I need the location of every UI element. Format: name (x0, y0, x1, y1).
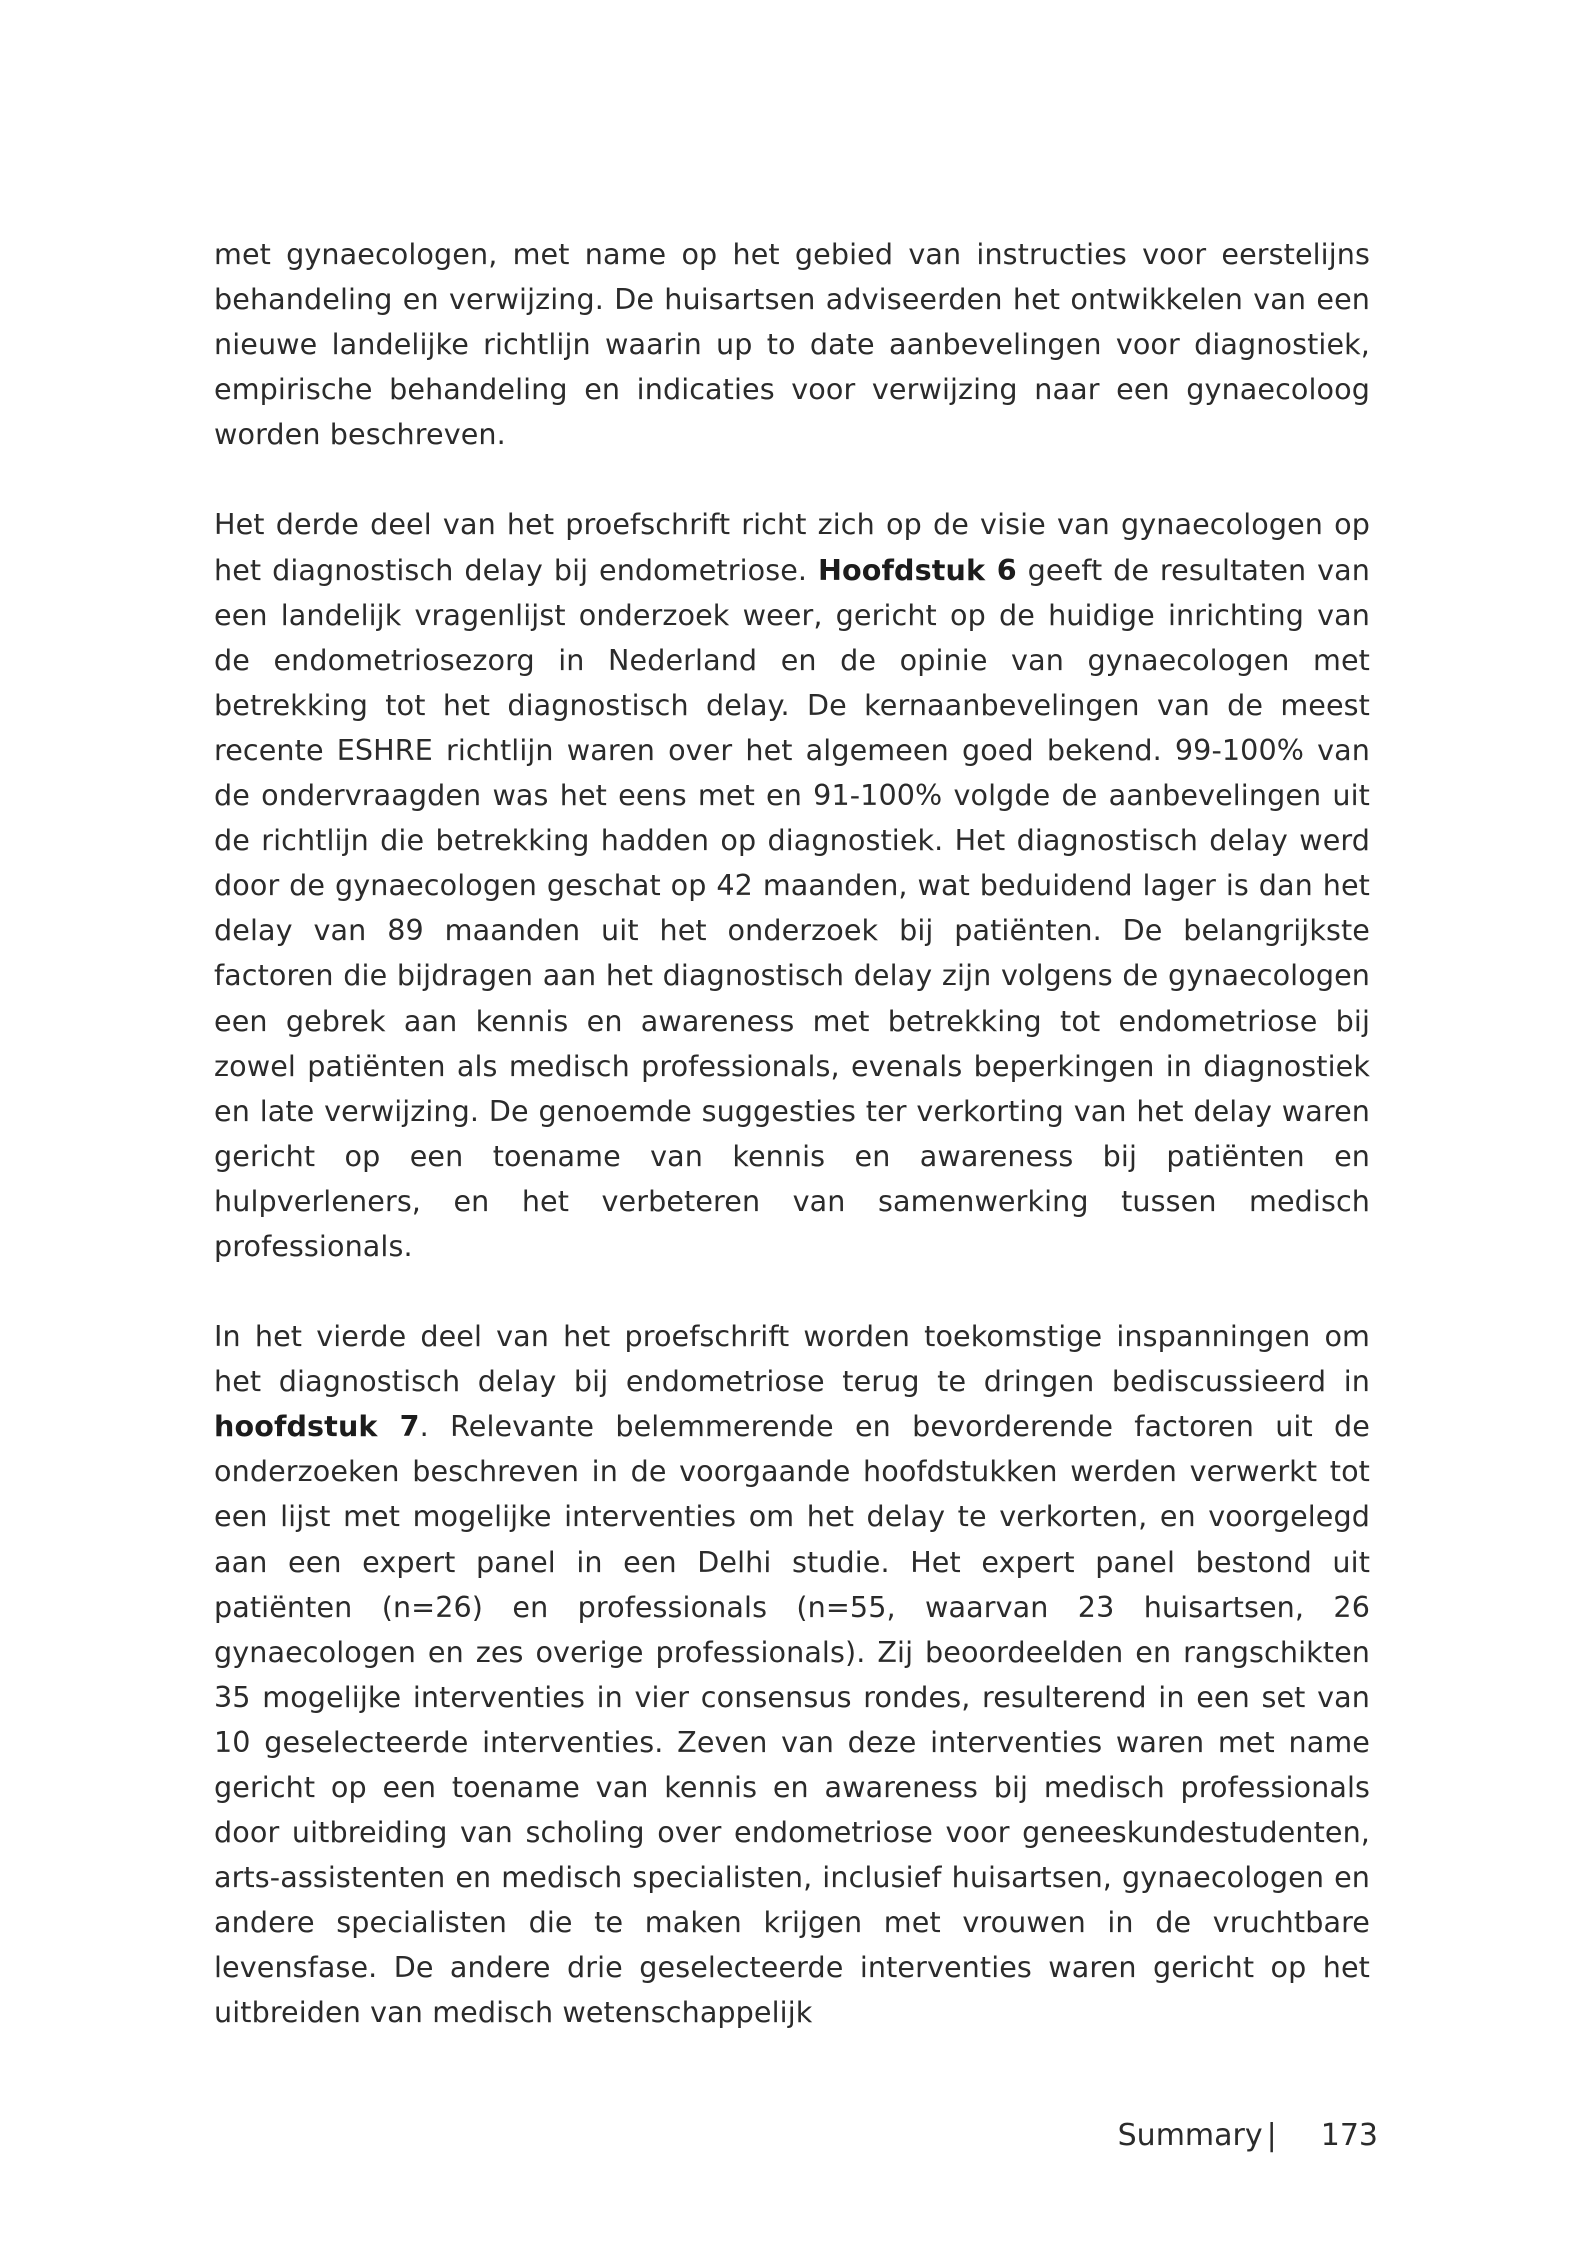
paragraph-1-text: met gynaecologen, met name op het gebied van instructies voor eerstelijns behandeling en verwijzing. De huisartsen adviseerden het ontwikkelen van een nieuwe landelijke richtlijn waarin up to date aanbevelingen voor diagnostiek, empirische behandeling en indicaties voor verwijzing naar een gynaecoloog worden beschreven. (214, 237, 1370, 452)
chapter-6-reference: Hoofdstuk 6 (817, 552, 1017, 587)
page-number: 173 (1320, 2118, 1378, 2153)
footer-separator: | (1266, 2118, 1277, 2153)
paragraph-1 (214, 232, 1370, 457)
body-text (214, 232, 1370, 2081)
footer-section-title: Summary (1117, 2118, 1263, 2153)
paragraph-3-text-start: In het vierde deel van het proefschrift worden toekomstige inspanningen om het diagnostisch delay bij endometriose terug te dringen bediscussieerd in (214, 1319, 1370, 1399)
paragraph-3 (214, 1314, 1370, 2036)
page-footer (1118, 2114, 1378, 2158)
paragraph-3-text-end: . Relevante belemmerende en bevorderende factoren uit de onderzoeken beschreven in de voorgaande hoofdstukken werden verwerkt tot een lijst met mogelijke interventies om het delay te verkorten, en voorgelegd aan een expert panel in een Delhi studie. Het expert panel bestond uit patiënten (n=26) en professionals (n=55, waarvan 23 huisartsen, 26 gynaecologen en zes overige professionals). Zij beoordeelden en rangschikten 35 mogelijke interventies in vier consensus rondes, resulterend in een set van 10 geselecteerde interventies. Zeven van deze interventies waren met name gericht op een toename van kennis en awareness bij medisch professionals door uitbreiding van scholing over endometriose voor geneeskundestudenten, arts-assistenten en medisch specialisten, inclusief huisartsen, gynaecologen en andere specialisten die te maken krijgen met vrouwen in de vruchtbare levensfase. De andere drie geselecteerde interventies waren gericht op het uitbreiden van medisch wetenschappelijk (214, 1409, 1370, 2030)
paragraph-2 (214, 502, 1370, 1269)
chapter-7-reference: hoofdstuk 7 (214, 1409, 420, 1444)
paragraph-2-text-end: geeft de resultaten van een landelijk vragenlijst onderzoek weer, gericht op de huidige inrichting van de endometriosezorg in Nederland en de opinie van gynaecologen met betrekking tot het diagnostisch delay. De kernaanbevelingen van de meest recente ESHRE richtlijn waren over het algemeen goed bekend. 99-100% van de ondervraagden was het eens met en 91-100% volgde de aanbevelingen uit de richtlijn die betrekking hadden op diagnostiek. Het diagnostisch delay werd door de gynaecologen geschat op 42 maanden, wat beduidend lager is dan het delay van 89 maanden uit het onderzoek bij patiënten. De belangrijkste factoren die bijdragen aan het diagnostisch delay zijn volgens de gynaecologen een gebrek aan kennis en awareness met betrekking tot endometriose bij zowel patiënten als medisch professionals, evenals beperkingen in diagnostiek en late verwijzing. De genoemde suggesties ter verkorting van het delay waren gericht op een toename van kennis en awareness bij patiënten en hulpverleners, en het verbeteren van samenwerking tussen medisch professionals. (214, 552, 1370, 1263)
paragraph-2-text-start: Het derde deel van het proefschrift richt zich op de visie van gynaecologen op het diagnostisch delay bij endometriose. (214, 507, 1370, 587)
